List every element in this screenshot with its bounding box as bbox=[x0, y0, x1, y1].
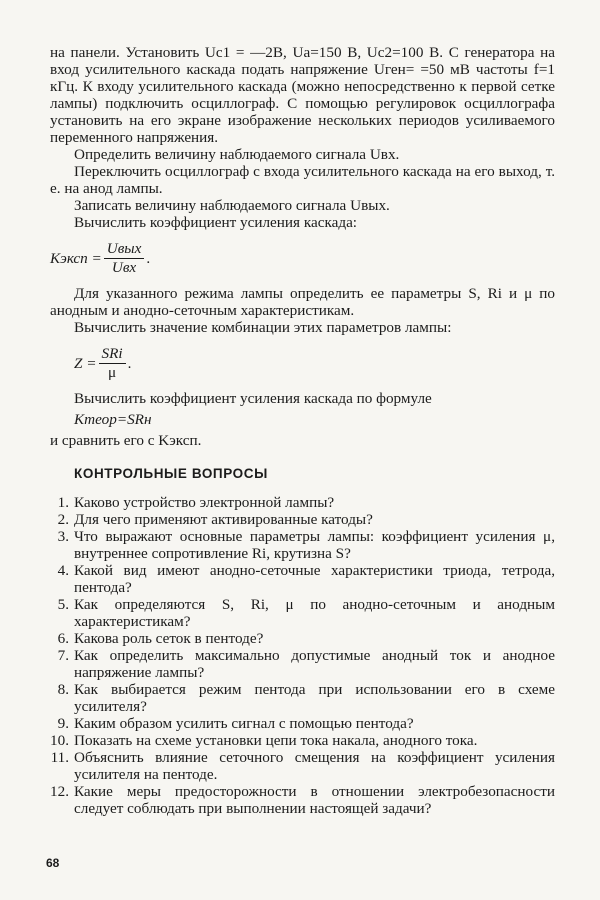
paragraph-compute-gain: Вычислить коэффициент усиления каскада: bbox=[74, 214, 358, 231]
list-item bbox=[50, 647, 555, 681]
question-number: 7. bbox=[57, 647, 69, 664]
question-text: Что выражают основные параметры лампы: коэффициент усиления μ, внутреннее сопротивление Ri, крутизна S? bbox=[74, 528, 555, 562]
formula-k-exp-denominator: Uвх bbox=[111, 258, 137, 276]
formula-k-exp-fraction bbox=[104, 241, 145, 276]
paragraph-output-signal: Записать величину наблюдаемого сигнала Uвых. bbox=[74, 197, 390, 214]
list-item bbox=[50, 749, 555, 783]
paragraph-compare: и сравнить его с Kэксп. bbox=[50, 432, 202, 449]
list-item bbox=[50, 511, 555, 528]
formula-k-exp-period: . bbox=[146, 249, 151, 267]
formula-k-teor: Kтеор=SRн bbox=[74, 411, 152, 428]
question-number: 4. bbox=[57, 562, 69, 579]
paragraph-switch-oscilloscope: Переключить осциллограф с входа усилительного каскада на его выход, т. е. на анод лампы. bbox=[50, 163, 555, 197]
question-text: Какова роль сеток в пентоде? bbox=[74, 630, 264, 647]
question-text: Какие меры предосторожности в отношении электробезопасности следует соблюдать при выполнении настоящей задачи? bbox=[74, 783, 555, 817]
formula-k-exp bbox=[50, 238, 555, 278]
questions-list bbox=[50, 494, 555, 817]
question-number: 12. bbox=[50, 783, 69, 800]
question-text: Как выбирается режим пентода при использовании его в схеме усилителя? bbox=[74, 681, 555, 715]
page-number: 68 bbox=[46, 856, 60, 870]
list-item bbox=[50, 562, 555, 596]
paragraph-lamp-parameters: Для указанного режима лампы определить ее параметры S, Ri и μ по анодным и анодно-сеточным характеристикам. bbox=[50, 285, 555, 319]
question-number: 1. bbox=[57, 494, 69, 511]
question-text: Какой вид имеют анодно-сеточные характеристики триода, тетрода, пентода? bbox=[74, 562, 555, 596]
question-number: 6. bbox=[57, 630, 69, 647]
list-item bbox=[50, 630, 555, 647]
list-item bbox=[50, 528, 555, 562]
paragraph-combination: Вычислить значение комбинации этих параметров лампы: bbox=[74, 319, 452, 336]
list-item bbox=[50, 732, 555, 749]
question-number: 2. bbox=[57, 511, 69, 528]
question-number: 3. bbox=[57, 528, 69, 545]
question-number: 10. bbox=[50, 732, 69, 749]
question-number: 11. bbox=[50, 749, 69, 766]
question-text: Как определяются S, Ri, μ по анодно-сеточным и анодным характеристикам? bbox=[74, 596, 555, 630]
question-text: Показать на схеме установки цепи тока накала, анодного тока. bbox=[74, 732, 478, 749]
question-text: Каково устройство электронной лампы? bbox=[74, 494, 335, 511]
formula-k-exp-lhs: Kэксп = bbox=[50, 249, 102, 267]
question-number: 9. bbox=[57, 715, 69, 732]
paragraph-setup: на панели. Установить Uc1 = —2В, Ua=150 В, Uc2=100 В. С генератора на вход усилительного каскада подать напряжение Uген= =50 мВ частоты f=1 кГц. К входу усилительного каскада (можно непосредственно к первой сетке лампы) подключить осциллограф. С помощью регулировок осциллографа установить на его экране изображение нескольких периодов усиливаемого переменного напряжения. bbox=[50, 44, 555, 146]
question-text: Как определить максимально допустимые анодный ток и анодное напряжение лампы? bbox=[74, 647, 555, 681]
paragraph-compute-by-formula: Вычислить коэффициент усиления каскада по формуле bbox=[74, 390, 432, 407]
formula-z bbox=[50, 343, 555, 383]
formula-k-exp-numerator: Uвых bbox=[104, 241, 145, 259]
list-item bbox=[50, 783, 555, 817]
question-number: 5. bbox=[57, 596, 69, 613]
formula-z-denominator: μ bbox=[107, 363, 117, 381]
question-text: Каким образом усилить сигнал с помощью пентода? bbox=[74, 715, 414, 732]
formula-z-period: . bbox=[127, 354, 132, 372]
page-body bbox=[50, 44, 555, 817]
list-item bbox=[50, 596, 555, 630]
formula-z-fraction bbox=[99, 346, 126, 381]
list-item bbox=[50, 681, 555, 715]
formula-z-lhs: Z = bbox=[74, 354, 97, 372]
question-text: Объяснить влияние сеточного смещения на коэффициент усиления усилителя на пентоде. bbox=[74, 749, 555, 783]
list-item bbox=[50, 494, 555, 511]
section-title: КОНТРОЛЬНЫЕ ВОПРОСЫ bbox=[74, 466, 268, 481]
paragraph-input-signal: Определить величину наблюдаемого сигнала Uвх. bbox=[74, 146, 400, 163]
formula-z-numerator: SRi bbox=[99, 346, 126, 364]
question-number: 8. bbox=[57, 681, 69, 698]
question-text: Для чего применяют активированные катоды? bbox=[74, 511, 373, 528]
list-item bbox=[50, 715, 555, 732]
